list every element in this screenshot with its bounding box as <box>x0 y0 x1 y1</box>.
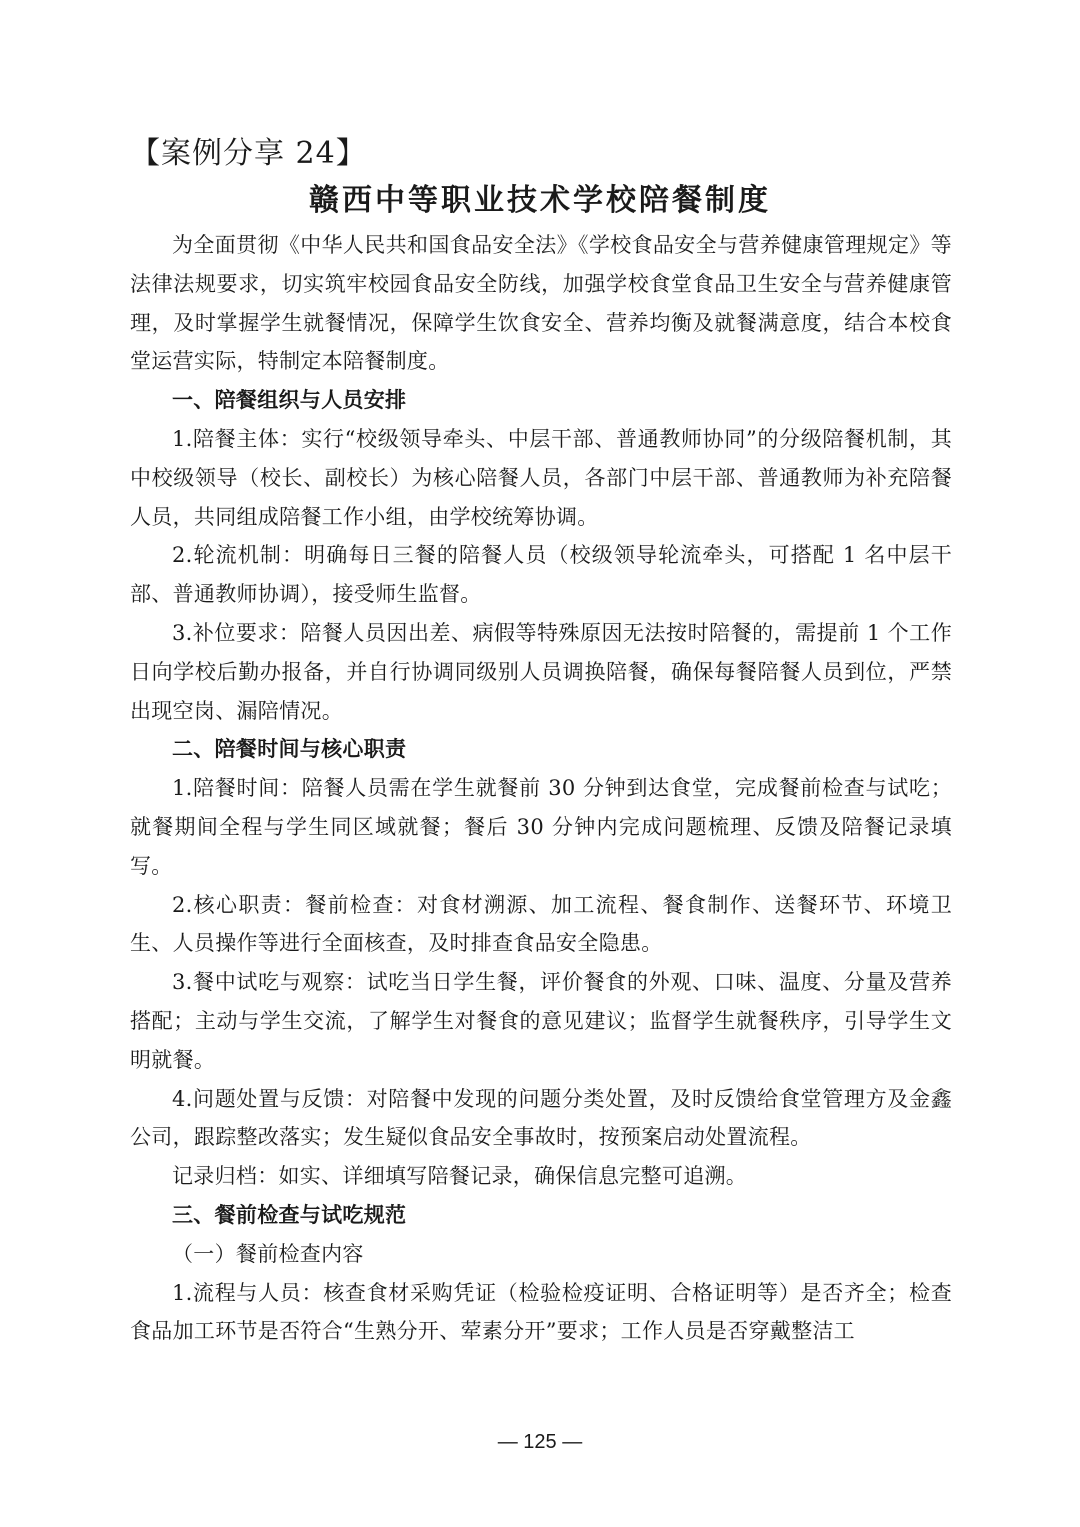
paragraph: 1.陪餐主体：实行“校级领导牵头、中层干部、普通教师协同”的分级陪餐机制，其中校级领导（校长、副校长）为核心陪餐人员，各部门中层干部、普通教师为补充陪餐人员，共同组成陪餐工作小组，由学校统筹协调。 <box>130 426 952 529</box>
section-heading: 二、陪餐时间与核心职责 <box>172 736 407 762</box>
section-heading: 三、餐前检查与试吃规范 <box>172 1201 407 1227</box>
paragraph: 3.餐中试吃与观察：试吃当日学生餐，评价餐食的外观、口味、温度、分量及营养搭配；主动与学生交流，了解学生对餐食的意见建议；监督学生就餐秩序，引导学生文明就餐。 <box>130 970 952 1072</box>
section-heading: 一、陪餐组织与人员安排 <box>172 387 407 413</box>
page-number: — 125 — <box>497 1431 583 1453</box>
case-tag: 【案例分享 24】 <box>130 136 367 171</box>
paragraph: 3.补位要求：陪餐人员因出差、病假等特殊原因无法按时陪餐的，需提前 1 个工作日向学校后勤办报备，并自行协调同级别人员调换陪餐，确保每餐陪餐人员到位，严禁出现空岗、漏陪情况。 <box>130 620 952 723</box>
document-title: 赣西中等职业技术学校陪餐制度 <box>309 183 771 218</box>
paragraph: 1.陪餐时间：陪餐人员需在学生就餐前 30 分钟到达食堂，完成餐前检查与试吃；就餐期间全程与学生同区域就餐；餐后 30 分钟内完成问题梳理、反馈及陪餐记录填写。 <box>130 776 952 878</box>
paragraph: 记录归档：如实、详细填写陪餐记录，确保信息完整可追溯。 <box>172 1164 748 1189</box>
paragraph: 2.核心职责：餐前检查：对食材溯源、加工流程、餐食制作、送餐环节、环境卫生、人员操作等进行全面核查，及时排查食品安全隐患。 <box>130 892 952 956</box>
document-body <box>130 226 952 1351</box>
paragraph: 1.流程与人员：核查食材采购凭证（检验检疫证明、合格证明等）是否齐全；检查食品加工环节是否符合“生熟分开、荤素分开”要求；工作人员是否穿戴整洁工 <box>130 1280 952 1344</box>
intro-paragraph: 为全面贯彻《中华人民共和国食品安全法》《学校食品安全与营养健康管理规定》等法律法规要求，切实筑牢校园食品安全防线，加强学校食堂食品卫生安全与营养健康管理，及时掌握学生就餐情况，保障学生饮食安全、营养均衡及就餐满意度，结合本校食堂运营实际，特制定本陪餐制度。 <box>130 233 952 374</box>
paragraph: 2.轮流机制：明确每日三餐的陪餐人员（校级领导轮流牵头，可搭配 1 名中层干部、普通教师协调），接受师生监督。 <box>130 543 952 607</box>
paragraph: 4.问题处置与反馈：对陪餐中发现的问题分类处置，及时反馈给食堂管理方及金鑫公司，跟踪整改落实；发生疑似食品安全事故时，按预案启动处置流程。 <box>130 1086 952 1150</box>
subsection-heading: （一）餐前检查内容 <box>172 1241 364 1266</box>
